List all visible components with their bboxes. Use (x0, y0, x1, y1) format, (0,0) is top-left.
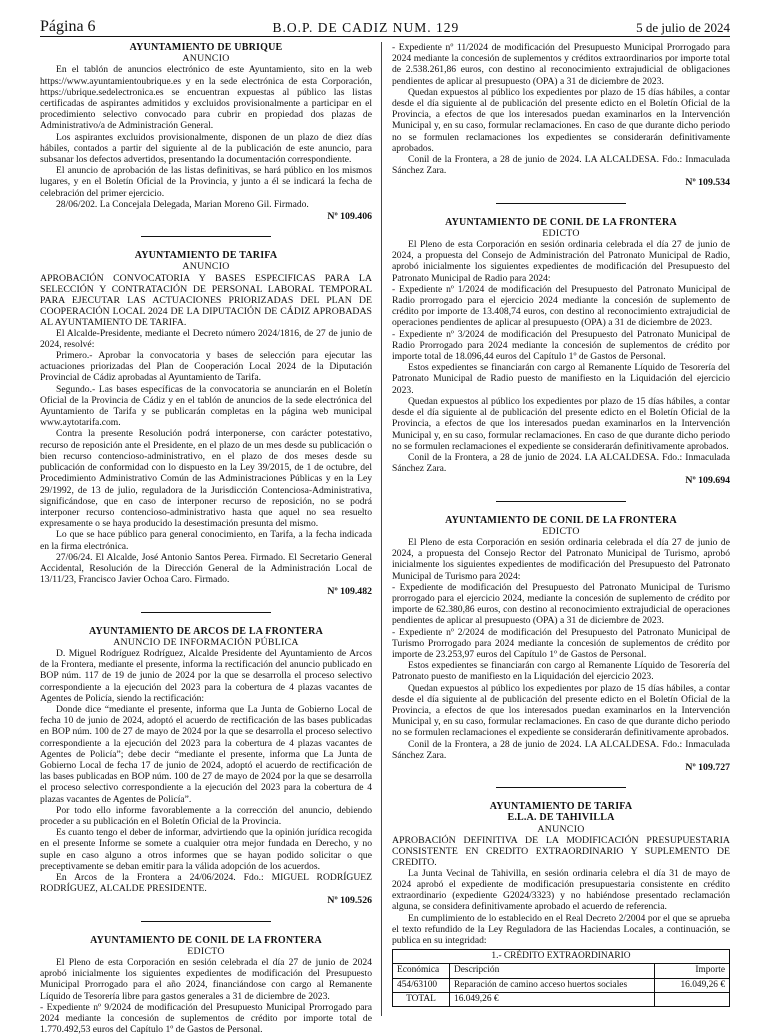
paragraph: - Expediente nº 9/2024 de modificación del Presupuesto Municipal Prorrogado para 2024 mediante la concesión de suplementos de crédito por importe total de 1.770.492,53 euros del Capítulo 1º de Gastos de Personal. (40, 1001, 372, 1035)
separator (141, 921, 271, 922)
paragraph: - Expediente nº 1/2024 de modificación del Presupuesto del Patronato Municipal de Radio prorrogado para el ejercicio 2024 mediante la concesión de suplemento de crédito por importe de 13.408,74 euros, con destino al reconocimiento extrajudicial de operaciones pendientes de aplicar al presupuesto (OPA) a 31 de diciembre de 2023. (392, 283, 730, 329)
page-header (40, 14, 730, 37)
publication-title: B.O.P. DE CADIZ NUM. 129 (272, 20, 460, 35)
separator (141, 612, 271, 613)
paragraph: Por todo ello informe favorablemente a la corrección del anuncio, debiendo proceder a su publicación en el Boletín Oficial de la Provincia. (40, 804, 372, 827)
section-subtitle: ANUNCIO DE INFORMACIÓN PÚBLICA (113, 636, 299, 648)
section-title: AYUNTAMIENTO DE TARIFA (134, 250, 278, 262)
paragraph: Quedan expuestos al público los expedientes por plazo de 15 días hábiles, a contar desde el día siguiente al de publicación del presente edicto en el Boletín Oficial de la Provincia, a efectos de que los interesados puedan examinarlos en la Intervención Municipal y, en su caso, formular reclamaciones. En caso de que durante dicho periodo no se formulen reclamaciones el expediente se considerarán definitivamente aprobados. (392, 395, 730, 452)
caps-heading: APROBACIÓN CONVOCATORIA Y BASES ESPECIFICAS PARA LA SELECCIÓN Y CONTRATACIÓN DE PERSONAL LABORAL TEMPORAL PARA EJECUTAR LAS ACTUACIONES PRIORIZADAS DEL PLAN DE COOPERACIÓN LOCAL 2024 DE LA DIPUTACIÓN DE CÁDIZ APROBADAS AL AYUNTAMIENTO DE TARIFA. (40, 272, 372, 328)
table-row (393, 978, 730, 992)
paragraph: - Expediente nº 2/2024 de modificación del Presupuesto del Patronato Municipal de Turismo Prorrogado para 2024 mediante la concesión de suplementos de crédito por importe de 23.253,97 euros del Capítulo 1º de Gastos de Personal. (392, 626, 730, 660)
paragraph: En cumplimiento de lo establecido en el Real Decreto 2/2004 por el que se aprueba el texto refundido de la Ley Reguladora de las Haciendas Locales, a continuación, se publica en su integridad: (392, 912, 730, 947)
paragraph: Lo que se hace público para general conocimiento, en Tarifa, a la fecha indicada en la firma electrónica. (40, 529, 372, 552)
signature: Conil de la Frontera, a 28 de junio de 2024. LA ALCALDESA. Fdo.: Inmaculada Sánchez Zara. (392, 738, 730, 761)
section-title-2: E.L.A. DE TAHIVILLA (507, 812, 615, 824)
table-header-row (393, 964, 730, 978)
section-subtitle: EDICTO (187, 945, 225, 957)
section-title: AYUNTAMIENTO DE ARCOS DE LA FRONTERA (89, 625, 323, 637)
paragraph: En el tablón de anuncios electrónico de este Ayuntamiento, sito en la web https://www.ayuntamientoubrique.es y en la sede electrónica de esta Corporación, https://ubrique.sedelectronica.es se encuentran expuestas al público las listas certificadas de aspirantes admitidos y excluidos provisionalmente a participar en el procedimiento selectivo convocado para cubrir en propiedad dos plazas de Administrativo/a de Administración General. (40, 64, 372, 132)
column-header: Importe (655, 964, 730, 978)
table-cell: 16.049,26 € (655, 978, 730, 992)
caps-heading: APROBACIÓN DEFINITIVA DE LA MODIFICACIÓN PRESUPUESTARIA CONSISTENTE EN CREDITO EXTRAORDINARIO Y SUPLEMENTO DE CREDITO. (392, 834, 730, 868)
section-conil-1-continued (392, 42, 730, 189)
table-total-row (393, 992, 730, 1006)
credit-table (392, 949, 730, 1007)
table-cell: 454/63100 (393, 978, 450, 992)
table-cell (655, 992, 730, 1006)
paragraph: Estos expedientes se financiarán con cargo al Remanente Líquido de Tesorería del Patronato puesto de manifiesto en la Liquidación del ejercicio 2023. (392, 660, 730, 683)
column-header: Económica (393, 964, 450, 978)
announcement-number: Nº 109.534 (685, 177, 730, 189)
section-subtitle: ANUNCIO (182, 261, 230, 273)
paragraph: Quedan expuestos al público los expedientes por plazo de 15 días hábiles, a contar desde el día siguiente al de publicación del presente edicto en el Boletín Oficial de la Provincia, a efectos de que los interesados puedan examinarlos en la Intervención Municipal y, en su caso, formular reclamaciones. En caso de que durante dicho periodo no se formulen reclamaciones los expedientes se considerarán definitivamente aprobados. (392, 86, 730, 154)
announcement-number: Nº 109.694 (685, 475, 730, 487)
section-conil-3 (392, 515, 730, 774)
announcement-number: Nº 109.406 (327, 211, 372, 223)
paragraph: - Expediente nº 3/2024 de modificación del Presupuesto del Patronato Municipal de Radio Prorrogado para 2024 mediante la concesión de suplementos de crédito por importe total de 18.096,44 euros del Capítulo 1º de Gastos de Personal. (392, 328, 730, 363)
section-tarifa (40, 250, 372, 597)
signature: Conil de la Frontera, a 28 de junio de 2024. LA ALCALDESA. Fdo.: Inmaculada Sánchez Zara. (392, 154, 730, 177)
section-subtitle: EDICTO (542, 227, 580, 239)
page-number: Página 6 (40, 18, 96, 35)
separator (496, 501, 626, 502)
section-title: AYUNTAMIENTO DE CONIL DE LA FRONTERA (445, 216, 677, 228)
column-header: Descripción (450, 964, 655, 978)
signature: En Arcos de la Frontera a 24/06/2024. Fdo.: MIGUEL RODRÍGUEZ RODRÍGUEZ, ALCALDE PRESIDENTE. (40, 872, 372, 895)
section-arcos (40, 626, 372, 907)
table-cell: Reparación de camino acceso huertos sociales (450, 978, 655, 992)
paragraph: Donde dice “mediante el presente, informa que La Junta de Gobierno Local de fecha 10 de junio de 2024, adoptó el acuerdo de rectificación de las bases publicadas en BOP núm. 100 de 27 de mayo de 2024 por la que se desarrolla el proceso selectivo correspondiente a la ejecución del 2023 para la cobertura de 4 plazas vacantes de Agentes de Policía”; debe decir “mediante el presente, informa que La Junta de Gobierno Local de fecha 17 de junio de 2024, adoptó el acuerdo de rectificación de las bases publicadas en BOP núm. 100 de 27 de mayo de 2024 por la que se desarrolla el proceso selectivo correspondiente a la ejecución del 2023 para la cobertura de 4 plazas vacantes de Agentes de Policía”. (40, 703, 372, 805)
paragraph: - Expediente nº 11/2024 de modificación del Presupuesto Municipal Prorrogado para 2024 mediante la concesión de suplementos y créditos extraordinarios por importe total de 2.538.261,86 euros, con destino al reconocimiento extrajudicial de obligaciones pendientes de aplicar al presupuesto (OPA) a 31 de diciembre de 2023. (392, 42, 730, 87)
section-subtitle: ANUNCIO (182, 53, 230, 65)
section-subtitle: ANUNCIO (537, 823, 585, 835)
table-cell: 16.049,26 € (450, 992, 655, 1006)
paragraph: El Pleno de esta Corporación en sesión ordinaria celebrada el día 27 de junio de 2024, a propuesta del Consejo Rector del Patronato Municipal de Turismo, aprobó inicialmente los siguientes expedientes de modificación del Presupuesto del Patronato Municipal de Turismo para 2024: (392, 536, 730, 582)
announcement-number: Nº 109.526 (327, 895, 372, 907)
section-tarifa-tahivilla (392, 801, 730, 1007)
paragraph: Los aspirantes excluidos provisionalmente, disponen de un plazo de diez días hábiles, contados a partir del siguiente al de la publicación de este anuncio, para subsanar los defectos advertidos, presentando la documentación correspondiente. (40, 131, 372, 166)
paragraph: Segundo.- Las bases específicas de la convocatoria se anunciarán en el Boletín Oficial de la Provincia de Cádiz y en el tablón de anuncios de la sede electrónica del Ayuntamiento de Tarifa y se publicarán completas en la página web municipal www.aytotarifa.com. (40, 383, 372, 429)
paragraph: El Pleno de esta Corporación en sesión celebrada el día 27 de junio de 2024 aprobó inicialmente los siguientes expedientes de modificación del Presupuesto Municipal Prorrogado para el año 2024, financiándose con cargo al Remanente Líquido de Tesorería libre para gastos generales a 31 de diciembre de 2023. (40, 957, 372, 1002)
section-title: AYUNTAMIENTO DE UBRIQUE (129, 42, 283, 53)
paragraph: - Expediente de modificación del Presupuesto del Patronato Municipal de Turismo prorrogado para el ejercicio 2024, mediante la concesión de suplemento de crédito por importe de 62.380,86 euros, con destino al reconocimiento extrajudicial de operaciones pendientes de aplicar al presupuesto (OPA) a 31 de diciembre de 2023. (392, 581, 730, 627)
separator (141, 236, 271, 237)
paragraph: Estos expedientes se financiarán con cargo al Remanente Líquido de Tesorería del Patronato Municipal de Radio puesto de manifiesto en la Liquidación del ejercicio 2023. (392, 362, 730, 396)
signature: Conil de la Frontera, a 28 de junio de 2024. LA ALCALDESA. Fdo.: Inmaculada Sánchez Zara. (392, 451, 730, 475)
paragraph: D. Miguel Rodríguez Rodríguez, Alcalde Presidente del Ayuntamiento de Arcos de la Frontera, mediante el presente, informa la rectificación del anuncio publicado en BOP núm. 117 de 19 de junio de 2024 por la que se desarrolla el proceso selectivo correspondiente a la ejecución del 2023 para la cobertura de 4 plazas vacantes de Agentes de Policía, siendo la rectificación: (40, 647, 372, 704)
section-subtitle: EDICTO (542, 525, 580, 537)
signature: 28/06/202. La Concejala Delegada, Marian Moreno Gil. Firmado. (56, 198, 309, 210)
paragraph: La Junta Vecinal de Tahivilla, en sesión ordinaria celebra el día 31 de mayo de 2024 aprobó el expediente de modificación presupuestaria consistente en crédito extraordinario (expediente G2024/3323) y no habiéndose presentado reclamación alguna, se considera definitivamente aprobado el acuerdo de referencia. (392, 867, 730, 913)
section-title: AYUNTAMIENTO DE CONIL DE LA FRONTERA (90, 934, 322, 946)
publication-date: 5 de julio de 2024 (636, 20, 730, 35)
section-conil-2 (392, 217, 730, 487)
announcement-number: Nº 109.482 (327, 586, 372, 598)
table-caption-row (393, 950, 730, 964)
paragraph: El Alcalde-Presidente, mediante el Decreto número 2024/1816, de 27 de junio de 2024, resolvé: (40, 327, 372, 350)
signature: 27/06/24. El Alcalde, José Antonio Santos Perea. Firmado. El Secretario General Accidental, Resolución de la Dirección General de la Administración Local de 13/11/23, Francisco Javier Ochoa Caro. Firmado. (40, 551, 372, 586)
paragraph: Quedan expuestos al público los expedientes por plazo de 15 días hábiles, a contar desde el día siguiente al de publicación del presente edicto en el Boletín Oficial de la Provincia, a efectos de que los interesados puedan examinarlos en la Intervención Municipal y, en su caso, formular reclamaciones. En caso de que durante dicho periodo no se formulen reclamaciones el expediente se considerarán definitivamente aprobados. (392, 682, 730, 739)
column-divider (381, 42, 382, 1016)
paragraph: El Pleno de esta Corporación en sesión ordinaria celebrada el día 27 de junio de 2024, a propuesta del Consejo de Administración del Patronato Municipal de Radio, aprobó inicialmente los siguientes expedientes de modificación del Presupuesto del Patronato Municipal de Radio para 2024: (392, 239, 730, 284)
paragraph: Primero.- Aprobar la convocatoria y bases de selección para ejecutar las actuaciones priorizadas del Plan de Cooperación Local 2024 de la Diputación Provincial de Cádiz aprobadas al Ayuntamiento de Tarifa. (40, 350, 372, 384)
table-cell: TOTAL (393, 992, 450, 1006)
separator (496, 787, 626, 788)
table-caption: 1.- CRÉDITO EXTRAORDINARIO (393, 950, 730, 964)
paragraph: Contra la presente Resolución podrá interponerse, con carácter potestativo, recurso de reposición ante el Presidente, en el plazo de un mes desde su publicación o bien recurso contencioso-administrativo, en el plazo de dos meses desde su publicación de conformidad con lo dispuesto en la Ley 39/2015, de 1 de octubre, del Procedimiento Administrativo Común de las Administraciones Públicas y en la Ley 29/1992, de 13 de julio, reguladora de la Jurisdicción Contenciosa-Administrativa, significándose, que en caso de interponer recurso de reposición, no se podrá interponer recurso contencioso-administrativo hasta que aquel no sea resuelto expresamente o se haya producido la desestimación presunta del mismo. (40, 428, 372, 530)
left-column (40, 42, 372, 1035)
right-column (392, 42, 730, 1007)
section-conil-1 (40, 935, 372, 1035)
paragraph: Es cuanto tengo el deber de informar, advirtiendo que la opinión jurídica recogida en el presente Informe se somete a cualquier otra mejor fundada en Derecho, y no suple en caso alguno a otros informes que se hayan podido solicitar o que preceptivamente se deban emitir para la válida adopción de los acuerdos. (40, 827, 372, 872)
separator (496, 203, 626, 204)
section-ubrique (40, 42, 372, 222)
paragraph: El anuncio de aprobación de las listas definitivas, se hará público en los mismos lugares, y en el Boletín Oficial de la Provincia, y junto a él se indicará la fecha de celebración del primer ejercicio. (40, 165, 372, 199)
section-title: AYUNTAMIENTO DE CONIL DE LA FRONTERA (445, 514, 677, 526)
section-title: AYUNTAMIENTO DE TARIFA (489, 801, 633, 813)
announcement-number: Nº 109.727 (685, 761, 730, 773)
